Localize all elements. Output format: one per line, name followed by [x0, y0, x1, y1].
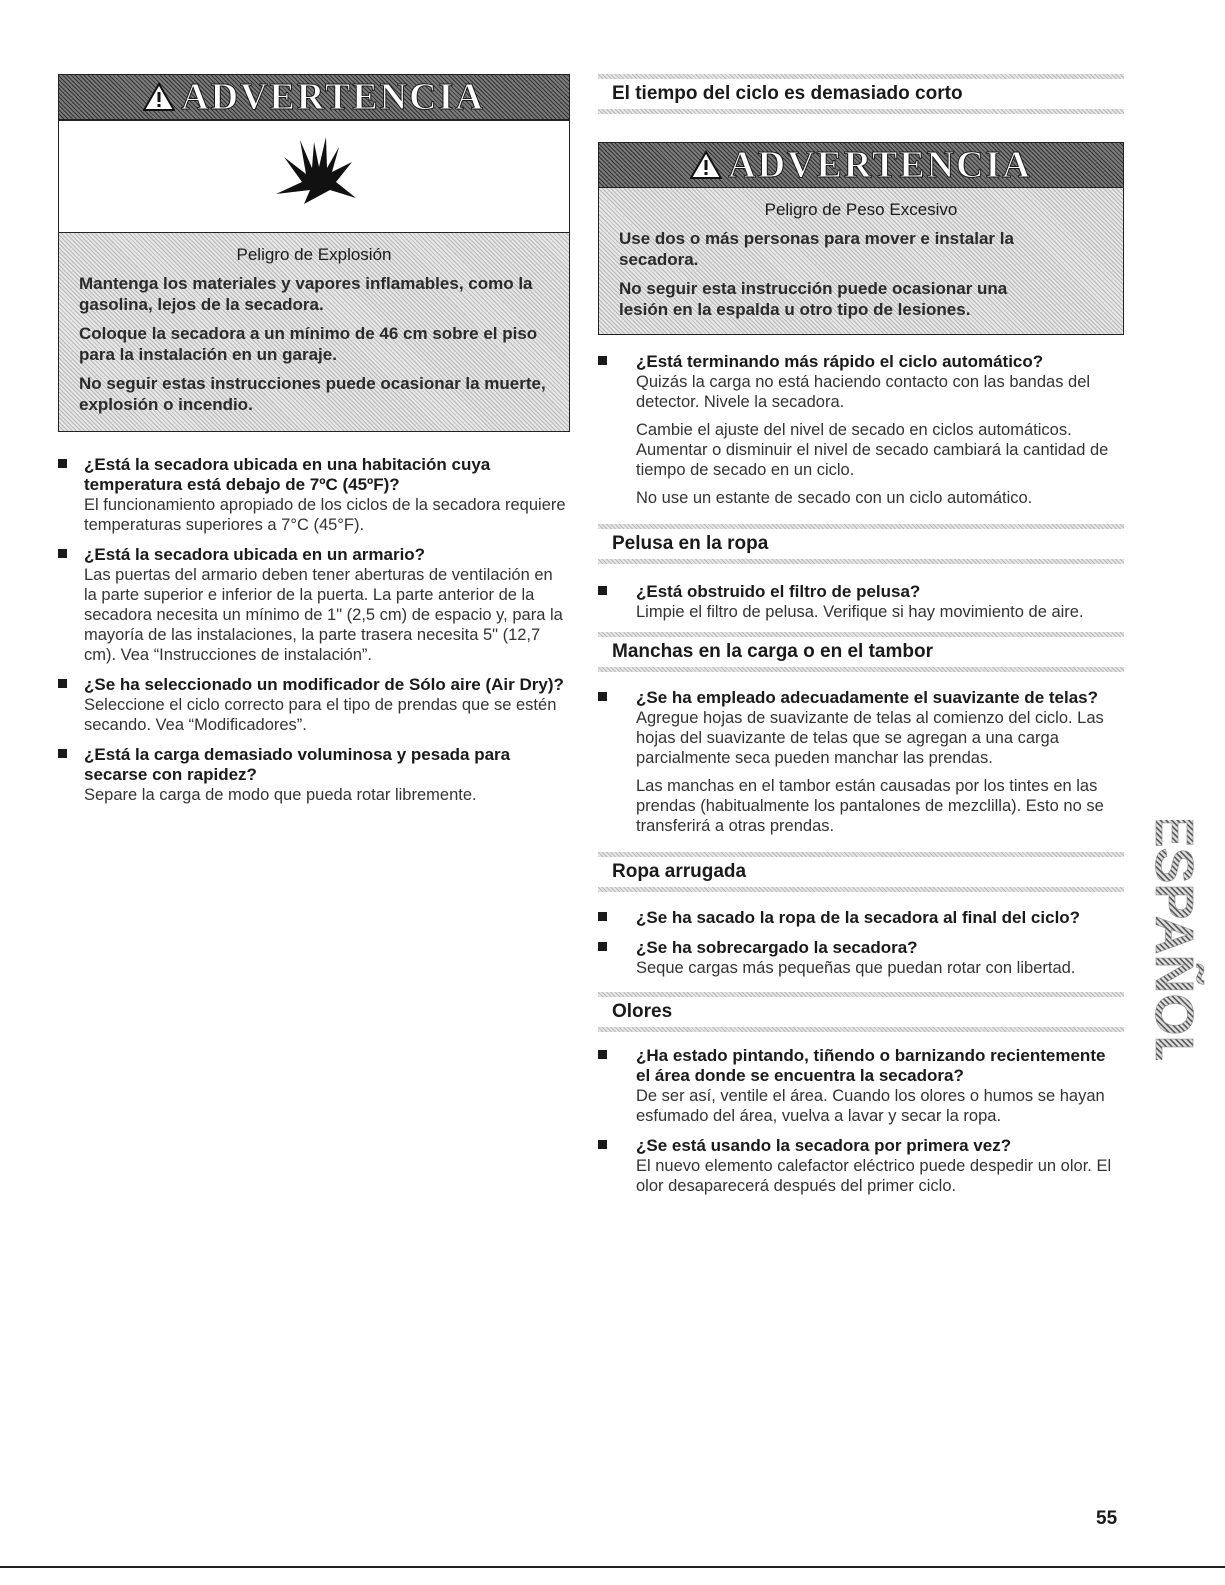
answer: Separe la carga de modo que pueda rotar libremente.: [84, 786, 477, 804]
answer: De ser así, ventile el área. Cuando los olores o humos se hayan esfumado del área, vuelva a lavar y secar la ropa.: [636, 1087, 1105, 1125]
warning-paragraph: Mantenga los materiales y vapores inflamables, como la gasolina, lejos de la secadora.: [79, 274, 533, 314]
square-bullet-icon: [598, 912, 607, 921]
list-item: [58, 675, 570, 735]
list-item: [58, 455, 570, 535]
square-bullet-icon: [598, 356, 607, 365]
section-title: Olores: [612, 1001, 673, 1022]
side-tab-label: ESPAÑOL: [1150, 820, 1204, 1060]
question: ¿Está obstruido el filtro de pelusa?: [636, 582, 921, 601]
language-side-tab: [1150, 820, 1220, 1060]
section-title: El tiempo del ciclo es demasiado corto: [612, 83, 963, 104]
explosion-icon: [264, 132, 364, 222]
answer: Agregue hojas de suavizante de telas al comienzo del ciclo. Las hojas del suavizante de telas que se agregan a una carga parcialmente seca pueden manchar las prendas.: [636, 709, 1104, 767]
section-wrinkled: [598, 852, 1124, 892]
hazard-name: Peligro de Explosión: [236, 245, 392, 264]
question: ¿Ha estado pintando, tiñendo o barnizando recientemente el área donde se encuentra la secadora?: [636, 1046, 1106, 1085]
list-item: [598, 688, 1124, 836]
list-item: [598, 582, 1124, 622]
square-bullet-icon: [58, 749, 67, 758]
warning-triangle-icon: [690, 150, 722, 180]
explosion-pictogram: [58, 120, 570, 232]
warning-header: [58, 74, 570, 120]
wrinkled-question-list: [598, 908, 1124, 988]
question: ¿Está la carga demasiado voluminosa y pesada para secarse con rapidez?: [84, 745, 511, 784]
list-item: [58, 745, 570, 805]
list-item: [598, 938, 1124, 978]
left-question-list: [58, 455, 570, 815]
section-title: Manchas en la carga o en el tambor: [612, 641, 933, 662]
list-item: [598, 1046, 1124, 1126]
answer: No use un estante de secado con un ciclo automático.: [636, 489, 1033, 507]
list-item: [58, 545, 570, 665]
answer: Quizás la carga no está haciendo contacto con las bandas del detector. Nivele la secadora.: [636, 373, 1091, 411]
section-lint: [598, 524, 1124, 564]
answer: El funcionamiento apropiado de los ciclos de la secadora requiere temperaturas superiores a 7°C (45°F).: [84, 496, 566, 534]
page-number: 55: [1096, 1508, 1118, 1529]
hazard-name: Peligro de Peso Excesivo: [764, 200, 958, 219]
question: ¿Se ha sobrecargado la secadora?: [636, 938, 918, 957]
square-bullet-icon: [58, 549, 67, 558]
stains-question-list: [598, 688, 1124, 846]
warning-paragraph: Coloque la secadora a un mínimo de 46 cm sobre el piso para la instalación en un garaje.: [79, 324, 538, 364]
warning-body: [58, 232, 570, 432]
square-bullet-icon: [598, 1050, 607, 1059]
warning-paragraph: Use dos o más personas para mover e instalar la secadora.: [619, 229, 1014, 269]
answer: Limpie el filtro de pelusa. Verifique si hay movimiento de aire.: [636, 603, 1084, 621]
answer: El nuevo elemento calefactor eléctrico puede despedir un olor. El olor desaparecerá después del primer ciclo.: [636, 1157, 1112, 1195]
question: ¿Está terminando más rápido el ciclo automático?: [636, 352, 1044, 371]
cycle-question-list: [598, 352, 1124, 518]
question: ¿Se está usando la secadora por primera vez?: [636, 1136, 1012, 1155]
answer: Las puertas del armario deben tener aberturas de ventilación en la parte superior e inferior de la puerta. La parte anterior de la secadora necesita un mínimo de 1" (2,5 cm) de espacio y, para la mayoría de las instalaciones, la parte trasera necesita 5" (12,7 cm). Vea “Instrucciones de instalación”.: [84, 566, 563, 664]
section-stains: [598, 632, 1124, 672]
explosion-warning-box: [58, 74, 570, 432]
square-bullet-icon: [598, 586, 607, 595]
square-bullet-icon: [598, 692, 607, 701]
lint-question-list: [598, 582, 1124, 632]
square-bullet-icon: [58, 459, 67, 468]
list-item: [598, 1136, 1124, 1196]
list-item: [598, 352, 1124, 508]
section-cycle-too-short: [598, 74, 1124, 114]
question: ¿Está la secadora ubicada en una habitación cuya temperatura está debajo de 7ºC (45ºF)?: [84, 455, 491, 494]
warning-title: ADVERTENCIA: [728, 144, 1032, 186]
warning-paragraph: No seguir estas instrucciones puede ocasionar la muerte, explosión o incendio.: [79, 374, 546, 414]
answer: Seque cargas más pequeñas que puedan rotar con libertad.: [636, 959, 1076, 977]
warning-title: ADVERTENCIA: [181, 76, 485, 118]
section-title: Pelusa en la ropa: [612, 533, 769, 554]
question: ¿Se ha empleado adecuadamente el suavizante de telas?: [636, 688, 1099, 707]
weight-warning-box: [598, 142, 1124, 335]
answer: Cambie el ajuste del nivel de secado en ciclos automáticos. Aumentar o disminuir el nivel de secado cambiará la cantidad de tiempo de secado en un ciclo.: [636, 421, 1109, 479]
square-bullet-icon: [598, 1140, 607, 1149]
warning-body: [598, 188, 1124, 335]
answer: Seleccione el ciclo correcto para el tipo de prendas que se estén secando. Vea “Modificadores”.: [84, 696, 557, 734]
page-bottom-rule: [0, 1566, 1225, 1568]
warning-paragraph: No seguir esta instrucción puede ocasionar una lesión en la espalda u otro tipo de lesiones.: [619, 279, 1008, 319]
odors-question-list: [598, 1046, 1124, 1206]
square-bullet-icon: [58, 679, 67, 688]
warning-header: [598, 142, 1124, 188]
warning-triangle-icon: [143, 82, 175, 112]
square-bullet-icon: [598, 942, 607, 951]
section-title: Ropa arrugada: [612, 861, 747, 882]
question: ¿Se ha seleccionado un modificador de Sólo aire (Air Dry)?: [84, 675, 564, 694]
section-odors: [598, 992, 1124, 1032]
list-item: [598, 908, 1124, 928]
question: ¿Se ha sacado la ropa de la secadora al final del ciclo?: [636, 908, 1081, 927]
question: ¿Está la secadora ubicada en un armario?: [84, 545, 426, 564]
answer: Las manchas en el tambor están causadas por los tintes en las prendas (habitualmente los pantalones de mezclilla). Esto no se transferirá a otras prendas.: [636, 777, 1104, 835]
